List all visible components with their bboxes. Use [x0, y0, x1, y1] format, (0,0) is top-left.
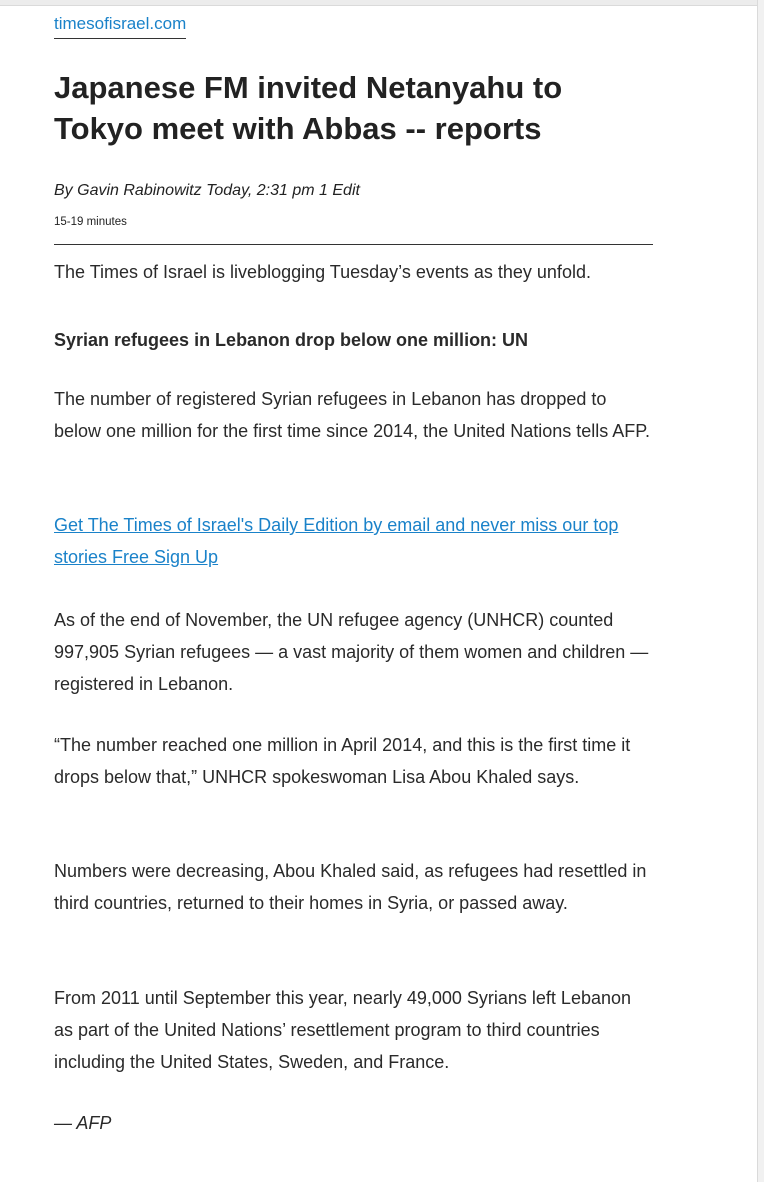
read-time: 15-19 minutes — [54, 216, 127, 228]
paragraph-3: “The number reached one million in April 2014, and this is the first time it drops below that,” UNHCR spokeswoman Lisa Abou Khaled says. — [54, 735, 631, 787]
site-link[interactable]: timesofisrael.com — [54, 13, 186, 39]
paragraph-4: Numbers were decreasing, Abou Khaled said, as refugees had resettled in third countries, returned to their homes in Syria, or passed away. — [54, 861, 647, 913]
header-divider — [54, 244, 653, 245]
paragraph-1: The number of registered Syrian refugees in Lebanon has dropped to below one million for the first time since 2014, the United Nations tells AFP. — [54, 389, 650, 441]
paragraph-5: From 2011 until September this year, nearly 49,000 Syrians left Lebanon as part of the United Nations’ resettlement program to third countries including the United States, Sweden, and France. — [54, 988, 632, 1072]
article-byline: By Gavin Rabinowitz Today, 2:31 pm 1 Edit — [54, 182, 360, 199]
article-headline: Japanese FM invited Netanyahu to Tokyo meet with Abbas -- reports — [54, 70, 563, 146]
window-top-edge — [0, 0, 764, 6]
paragraph-2: As of the end of November, the UN refugee agency (UNHCR) counted 997,905 Syrian refugees — a vast majority of them women and children — registered in Lebanon. — [54, 610, 649, 694]
article-credit: — AFP — [54, 1113, 112, 1133]
signup-link[interactable]: Get The Times of Israel's Daily Edition by email and never miss our top stories Free Sign Up — [54, 515, 619, 567]
section-subhead: Syrian refugees in Lebanon drop below one million: UN — [54, 330, 529, 350]
intro-paragraph: The Times of Israel is liveblogging Tuesday’s events as they unfold. — [54, 262, 591, 282]
window-right-edge — [757, 0, 764, 1182]
signup-paragraph — [54, 509, 654, 573]
